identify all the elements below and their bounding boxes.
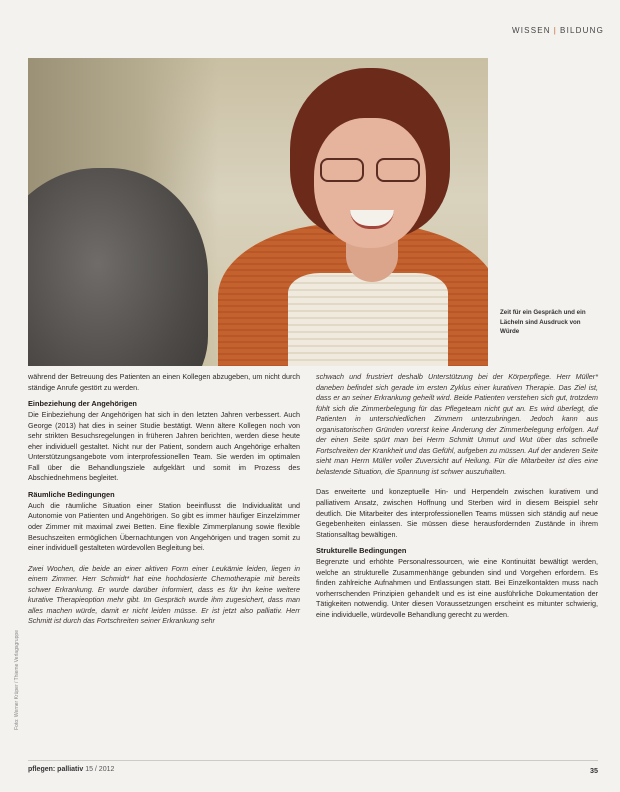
photo-caption: Zeit für ein Gespräch und ein Lächeln sind Ausdruck von Würde <box>500 309 586 335</box>
section-heading-strukturell: Strukturelle Bedingungen <box>316 546 407 556</box>
photo-glasses <box>320 158 420 180</box>
header-separator: | <box>553 26 558 35</box>
section-text-raeumlich: Auch die räumliche Situation einer Station beeinflusst die Individualität und Autonomie von Patienten und Angehörigen. So gibt es immer häufiger Einzelzimmer oder Zimmer mit maximal zwei Betten. Eine flexible Zimmerplanung sowie flexible Besuchszeiten ermöglichen Übernachtungen von Angehörigen und tragen somit zu einer individuell gestalteten würdevollen Begleitung bei. <box>28 500 300 553</box>
photo-top <box>288 273 448 366</box>
category-label: BILDUNG <box>560 26 604 35</box>
page-number: 35 <box>590 766 598 775</box>
section-heading-angehoerige: Einbeziehung der Angehörigen <box>28 399 137 409</box>
section-header <box>512 26 604 35</box>
case-example-text: Zwei Wochen, die beide an einer aktiven Form einer Leukämie leiden, liegen in einem Zimmer. Herr Schmidt* hat eine hochdosierte Chemotherapie mit bereits schwer Erkrankung. Er wurde darüber informiert, dass es für ihn keine weitere kurative Therapieoption mehr gibt. Im Gespräch wurde ihm zugesichert, dass man alles machen würde, damit er nicht leiden müsse. Er ist jetzt also palliativ. Herr Schmitt ist durch das Fortschreiten seiner Erkrankung sehr <box>28 563 300 626</box>
right-column <box>316 372 598 620</box>
intro-paragraph: während der Betreuung des Patienten an einen Kollegen abzugeben, um nicht durch ständige Anrufe gestört zu werden. <box>28 372 300 392</box>
section-text-strukturell: Begrenzte und erhöhte Personalressourcen, wie eine Kontinuität bewältigt werden, welche an strukturelle Zusammenhänge gebunden sind und Vorgehen erfordern. Es finden zahlreiche Aufnahmen und Entlassungen statt. Bei Einzelkontakten muss nach vorherrschenden Prinzipien gehandelt und es ist eine ausführliche Dokumentation der Tätigkeiten notwendig. Unter diesen Voraussetzungen erscheint es mitunter schwierig, eine individuelle, würdevolle Behandlung gerecht zu werden. <box>316 557 598 619</box>
reflection-paragraph: Das erweiterte und konzeptuelle Hin- und Herpendeln zwischen kurativem und palliativem Ansatz, zwischen Hoffnung und Sterben wird in diesem Beispiel sehr deutlich. Die Mitarbeiter des interprofessionellen Teams müssen sich ständig auf neue Gegebenheiten einlassen. Sie müssen diese herausfordernden Zustände in ihrem Stationsalltag bewältigen. <box>316 487 598 539</box>
section-text-angehoerige: Die Einbeziehung der Angehörigen hat sich in den letzten Jahren verbessert. Auch George (2013) hat dies in seiner Studie bestätigt. Wenn ältere Kollegen noch von sehr strikten Besuchsregelungen in früheren Jahren berichten, werden diese heute eher individuell gestaltet. Nicht nur der Patient, sondern auch Angehörige erhalten Unterstützungsangebote vom interprofessionellen Team. Sie werden im optimalen Fall über die Behandlungsziele aufgeklärt und somit im Prozess des Abschiednehmens begleitet. <box>28 410 300 483</box>
footer-journal <box>28 766 114 773</box>
footer-rule <box>28 760 598 761</box>
journal-name: pflegen: palliativ <box>28 766 84 773</box>
left-column <box>28 372 300 627</box>
case-example-continued: schwach und frustriert deshalb Unterstützung bei der Körperpflege. Herr Müller* daneben befindet sich gerade im ersten Zyklus einer kurativen Therapie. Das Ziel ist, dass er an seiner Erkrankung geheilt wird. Beide Patienten verstehen sich gut, trotzdem fühlt sich die Zimmerbelegung für das Pflegeteam nicht gut an. Es wird überlegt, die Patienten in unterschiedlichen Zimmern unterzubringen. Jedoch kann aus organisatorischen Gründen vorerst keine Änderung der Zimmerbelegung erfolgen. Auf der einen Seite spürt man bei Herrn Schmitt Unmut und Wut über das schnelle Fortschreiten der Krankheit und das Gefühl, aufgeben zu müssen. Auf der anderen Seite sieht man Herrn Müller voller Zuversicht auf Heilung. Für die Mitarbeiter ist dies eine belastende Situation, die Spannung ist schwer auszuhalten. <box>316 372 598 476</box>
section-label: WISSEN <box>511 26 551 35</box>
journal-issue: 15 / 2012 <box>85 766 115 773</box>
article-photo <box>28 58 488 366</box>
section-heading-raeumlich: Räumliche Bedingungen <box>28 489 115 499</box>
photo-credit: Foto: Werner Krüper / Thieme Verlagsgruppe <box>14 630 20 730</box>
